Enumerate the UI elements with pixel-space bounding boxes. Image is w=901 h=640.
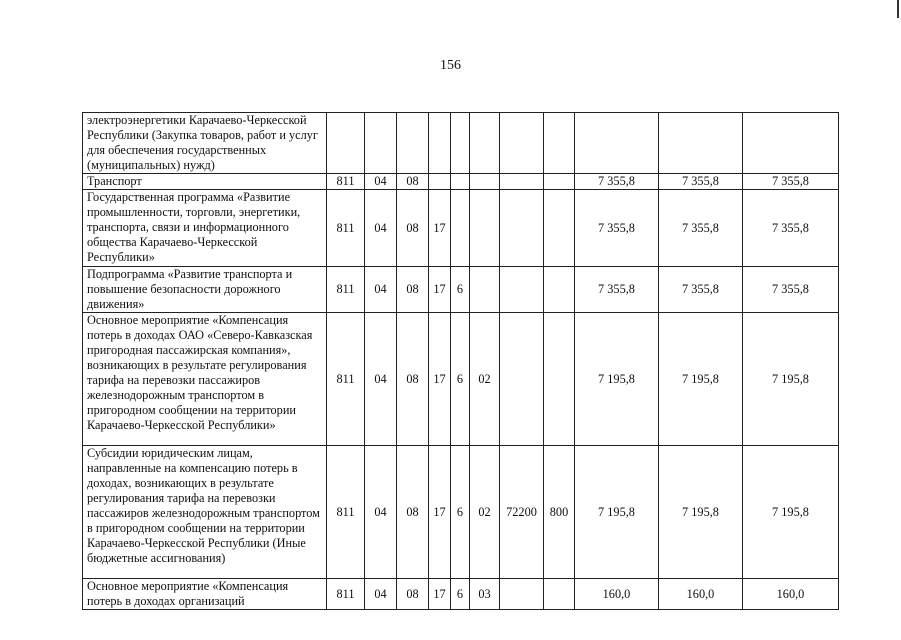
code-cell: 04 <box>365 579 397 610</box>
code-cell <box>397 113 429 174</box>
code-cell: 17 <box>429 190 451 267</box>
page-number: 156 <box>440 58 461 73</box>
code-cell <box>500 174 544 190</box>
code-cell: 08 <box>397 174 429 190</box>
table-row <box>83 174 839 190</box>
code-cell: 72200 <box>500 446 544 579</box>
amount-cell: 7 355,8 <box>743 174 839 190</box>
row-name: Подпрограмма «Развитие транспорта и повышение безопасности дорожного движения» <box>83 267 327 313</box>
amount-cell: 7 195,8 <box>659 446 743 579</box>
code-cell: 6 <box>451 267 470 313</box>
code-cell <box>451 190 470 267</box>
row-name: Основное мероприятие «Компенсация потерь в доходах ОАО «Северо-Кавказская пригородная пассажирская компания», возникающих в результате регулирования тарифа на перевозки пассажиров железнодорожным транспортом в пригородном сообщении на территории Карачаево-Черкесской Республики» <box>83 313 327 446</box>
code-cell <box>451 174 470 190</box>
row-name: Государственная программа «Развитие промышленности, торговли, энергетики, транспорта, связи и информационного общества Карачаево-Черкесской Республики» <box>83 190 327 267</box>
amount-cell: 7 355,8 <box>575 174 659 190</box>
code-cell: 04 <box>365 446 397 579</box>
code-cell: 17 <box>429 313 451 446</box>
code-cell <box>451 113 470 174</box>
amount-cell: 7 195,8 <box>743 446 839 579</box>
amount-cell <box>575 113 659 174</box>
code-cell <box>470 174 500 190</box>
code-cell: 811 <box>327 174 365 190</box>
amount-cell: 7 195,8 <box>743 313 839 446</box>
code-cell <box>470 113 500 174</box>
code-cell <box>500 313 544 446</box>
code-cell <box>544 113 575 174</box>
code-cell: 17 <box>429 446 451 579</box>
scan-edge-mark <box>897 0 899 18</box>
code-cell <box>544 267 575 313</box>
code-cell: 800 <box>544 446 575 579</box>
row-name: электроэнергетики Карачаево-Черкесской Республики (Закупка товаров, работ и услуг для обеспечения государственных (муниципальных) нужд) <box>83 113 327 174</box>
code-cell <box>500 113 544 174</box>
amount-cell: 160,0 <box>575 579 659 610</box>
code-cell: 04 <box>365 190 397 267</box>
code-cell <box>544 579 575 610</box>
code-cell: 811 <box>327 313 365 446</box>
table-row <box>83 446 839 579</box>
code-cell: 6 <box>451 446 470 579</box>
amount-cell: 160,0 <box>659 579 743 610</box>
amount-cell <box>743 113 839 174</box>
code-cell: 811 <box>327 190 365 267</box>
code-cell: 17 <box>429 579 451 610</box>
code-cell <box>470 190 500 267</box>
code-cell <box>470 267 500 313</box>
code-cell: 08 <box>397 446 429 579</box>
table-row <box>83 113 839 174</box>
code-cell <box>429 174 451 190</box>
code-cell: 03 <box>470 579 500 610</box>
table-row <box>83 267 839 313</box>
code-cell: 04 <box>365 174 397 190</box>
amount-cell: 7 195,8 <box>575 313 659 446</box>
code-cell: 811 <box>327 446 365 579</box>
code-cell: 17 <box>429 267 451 313</box>
amount-cell: 7 195,8 <box>575 446 659 579</box>
code-cell: 04 <box>365 313 397 446</box>
table-row <box>83 579 839 610</box>
code-cell: 6 <box>451 579 470 610</box>
code-cell <box>544 190 575 267</box>
amount-cell: 7 355,8 <box>659 174 743 190</box>
code-cell: 811 <box>327 579 365 610</box>
row-name: Субсидии юридическим лицам, направленные на компенсацию потерь в доходах, возникающих в результате регулирования тарифа на перевозки пассажиров железнодорожным транспортом в пригородном сообщении на территории Карачаево-Черкесской Республики (Иные бюджетные ассигнования) <box>83 446 327 579</box>
code-cell <box>365 113 397 174</box>
amount-cell <box>659 113 743 174</box>
code-cell <box>500 190 544 267</box>
amount-cell: 7 355,8 <box>575 267 659 313</box>
row-name: Транспорт <box>83 174 327 190</box>
amount-cell: 7 355,8 <box>743 190 839 267</box>
table-row <box>83 313 839 446</box>
code-cell: 08 <box>397 267 429 313</box>
amount-cell: 160,0 <box>743 579 839 610</box>
code-cell: 08 <box>397 313 429 446</box>
code-cell <box>544 313 575 446</box>
code-cell <box>429 113 451 174</box>
amount-cell: 7 355,8 <box>575 190 659 267</box>
code-cell: 08 <box>397 190 429 267</box>
code-cell: 02 <box>470 313 500 446</box>
code-cell <box>500 267 544 313</box>
code-cell <box>544 174 575 190</box>
table-row <box>83 190 839 267</box>
amount-cell: 7 195,8 <box>659 313 743 446</box>
code-cell: 08 <box>397 579 429 610</box>
code-cell <box>327 113 365 174</box>
code-cell: 811 <box>327 267 365 313</box>
budget-table <box>82 112 839 610</box>
amount-cell: 7 355,8 <box>659 267 743 313</box>
row-name: Основное мероприятие «Компенсация потерь в доходах организаций <box>83 579 327 610</box>
code-cell <box>500 579 544 610</box>
amount-cell: 7 355,8 <box>743 267 839 313</box>
code-cell: 02 <box>470 446 500 579</box>
code-cell: 6 <box>451 313 470 446</box>
code-cell: 04 <box>365 267 397 313</box>
amount-cell: 7 355,8 <box>659 190 743 267</box>
